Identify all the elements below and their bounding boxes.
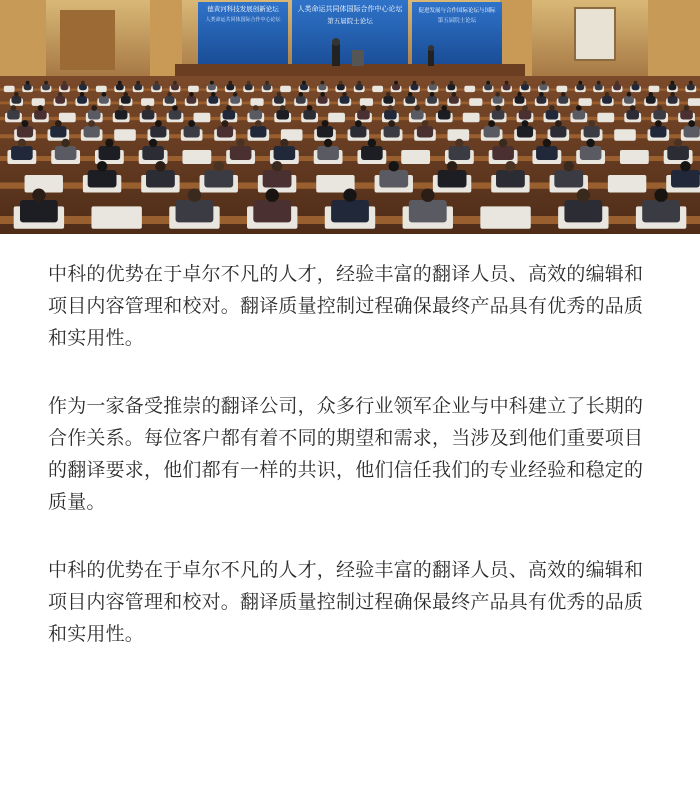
- article-body: [48, 258, 652, 686]
- conference-photo: [0, 0, 700, 234]
- paragraph-1: 中科的优势在于卓尔不凡的人才，经验丰富的翻译人员、高效的编辑和项目内容管理和校对。翻译质量控制过程确保最终产品具有优秀的品质和实用性。: [48, 263, 644, 349]
- conference-hall-illustration: [0, 0, 700, 234]
- center-screen-subtitle: 第五届院士论坛: [327, 17, 373, 25]
- left-screen-title: 德黄河科技发展创新论坛: [207, 5, 279, 13]
- right-screen-title: 促进发展与合作国际论坛与国际: [418, 8, 496, 14]
- paragraph-2: 作为一家备受推崇的翻译公司，众多行业领军企业与中科建立了长期的合作关系。每位客户都有着不同的期望和需求，当涉及到他们重要项目的翻译要求，他们都有一样的共识，他们信任我们的专业经验和稳定的质量。: [48, 395, 644, 513]
- center-screen-title: 人类命运共同体国际合作中心论坛: [297, 5, 403, 13]
- right-screen-subtitle: 第五届院士论坛: [437, 18, 477, 24]
- left-screen-subtitle: 人类命运共同体国际合作中心论坛: [205, 17, 281, 23]
- paragraph-3: 中科的优势在于卓尔不凡的人才，经验丰富的翻译人员、高效的编辑和项目内容管理和校对。翻译质量控制过程确保最终产品具有优秀的品质和实用性。: [48, 559, 644, 645]
